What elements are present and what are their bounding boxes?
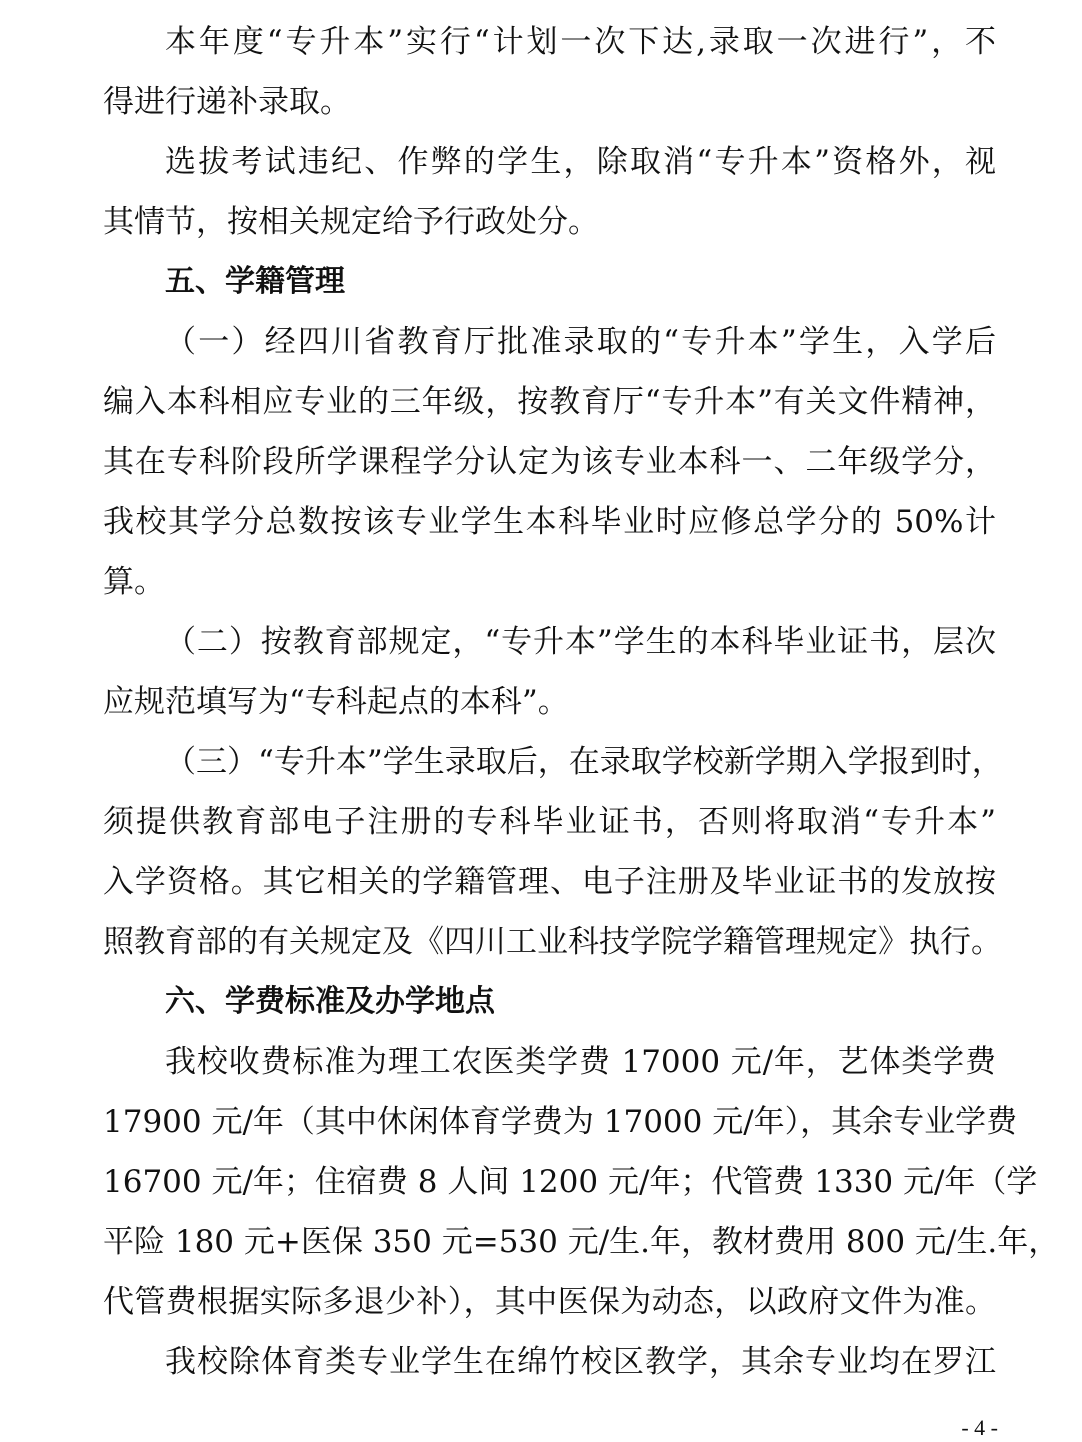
paragraph-line: （二）按教育部规定，“专升本”学生的本科毕业证书，层次	[165, 624, 996, 660]
paragraph-line: 本年度“专升本”实行“计划一次下达,录取一次进行”，不	[165, 24, 996, 60]
paragraph-line: 选拔考试违纪、作弊的学生，除取消“专升本”资格外，视	[165, 144, 996, 180]
section-heading: 六、学费标准及办学地点	[165, 984, 495, 1019]
paragraph-line: 平险 180 元+医保 350 元=530 元/生.年，教材费用 800 元/生.年，	[103, 1224, 1060, 1260]
paragraph-line: 16700 元/年；住宿费 8 人间 1200 元/年；代管费 1330 元/年（学	[103, 1164, 1038, 1200]
paragraph-line: 17900 元/年（其中休闲体育学费为 17000 元/年），其余专业学费	[103, 1104, 1018, 1140]
paragraph-line: 我校收费标准为理工农医类学费 17000 元/年，艺体类学费	[165, 1044, 996, 1080]
paragraph-line: 我校其学分总数按该专业学生本科毕业时应修总学分的 50%计	[103, 504, 996, 540]
paragraph-line: 代管费根据实际多退少补），其中医保为动态，以政府文件为准。	[103, 1284, 996, 1320]
paragraph-line: （三）“专升本”学生录取后，在录取学校新学期入学报到时，	[165, 744, 1003, 780]
paragraph-line: 得进行递补录取。	[103, 84, 351, 120]
paragraph-line: 其在专科阶段所学课程学分认定为该专业本科一、二年级学分，	[103, 444, 996, 480]
paragraph-line: 编入本科相应专业的三年级，按教育厅“专升本”有关文件精神，	[103, 384, 996, 420]
paragraph-line: 照教育部的有关规定及《四川工业科技学院学籍管理规定》执行。	[103, 924, 1002, 960]
paragraph-line: 须提供教育部电子注册的专科毕业证书，否则将取消“专升本”	[103, 804, 996, 840]
paragraph-line: 我校除体育类专业学生在绵竹校区教学，其余专业均在罗江	[165, 1344, 996, 1380]
section-heading: 五、学籍管理	[165, 264, 345, 299]
paragraph-line: （一）经四川省教育厅批准录取的“专升本”学生，入学后	[165, 324, 996, 360]
page-number: - 4 -	[961, 1415, 998, 1440]
paragraph-line: 入学资格。其它相关的学籍管理、电子注册及毕业证书的发放按	[103, 864, 996, 900]
paragraph-line: 其情节，按相关规定给予行政处分。	[103, 204, 599, 240]
paragraph-line: 应规范填写为“专科起点的本科”。	[103, 684, 569, 720]
paragraph-line: 算。	[103, 564, 165, 600]
